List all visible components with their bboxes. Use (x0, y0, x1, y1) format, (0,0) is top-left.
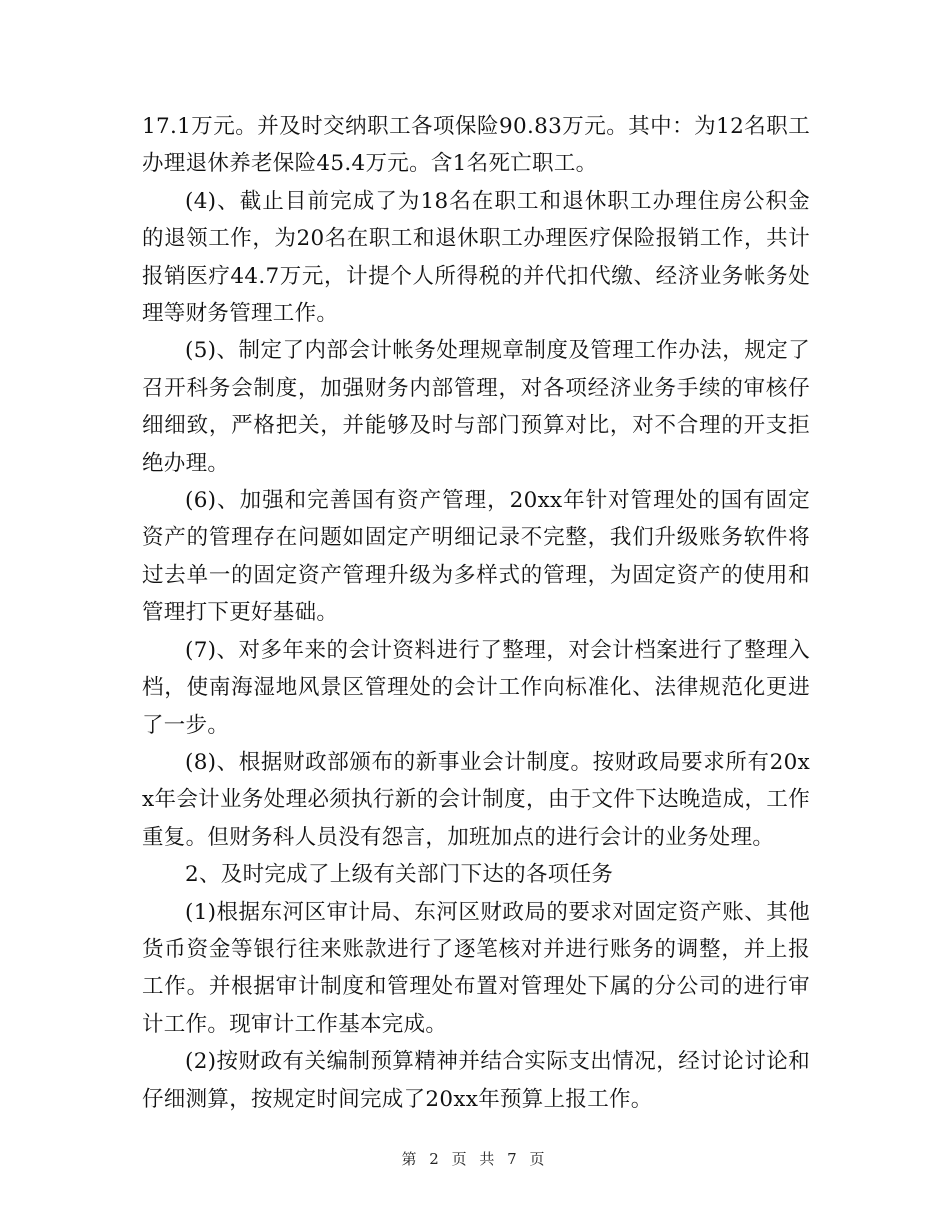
paragraph-insurance-summary: 17.1万元。并及时交纳职工各项保险90.83万元。其中：为12名职工办理退休养老保险45.4万元。含1名死亡职工。 (142, 114, 810, 177)
paragraph-item-4: (4)、截止目前完成了为18名在职工和退休职工办理住房公积金的退领工作，为20名在职工和退休职工办理医疗保险报销工作，共计报销医疗44.7万元，计提个人所得税的并代扣代缴、经济业务帐务处理等财务管理工作。 (142, 188, 810, 327)
paragraph-item-6: (6)、加强和完善国有资产管理，20xx年针对管理处的国有固定资产的管理存在问题如固定产明细记录不完整，我们升级账务软件将过去单一的固定资产管理升级为多样式的管理，为固定资产的使用和管理打下更好基础。 (142, 488, 810, 626)
paragraph-item-7: (7)、对多年来的会计资料进行了整理，对会计档案进行了整理入档，使南海湿地风景区管理处的会计工作向标准化、法律规范化更进了一步。 (142, 637, 810, 738)
document-body (142, 108, 810, 1118)
section-heading-tasks: 2、及时完成了上级有关部门下达的各项任务 (185, 862, 614, 888)
paragraph-item-8: (8)、根据财政部颁布的新事业会计制度。按财政局要求所有20xx年会计业务处理必须执行新的会计制度，由于文件下达晚造成，工作重复。但财务科人员没有怨言，加班加点的进行会计的业务处理。 (142, 749, 810, 850)
paragraph-task-1: (1)根据东河区审计局、东河区财政局的要求对固定资产账、其他货币资金等银行往来账款进行了逐笔核对并进行账务的调整，并上报工作。并根据审计制度和管理处布置对管理处下属的分公司的进行审计工作。现审计工作基本完成。 (142, 899, 810, 1037)
page-number-footer: 第 2 页 共 7 页 (401, 1150, 549, 1168)
paragraph-task-2: (2)按财政有关编制预算精神并结合实际支出情况，经讨论讨论和仔细测算，按规定时间完成了20xx年预算上报工作。 (142, 1049, 810, 1112)
paragraph-item-5: (5)、制定了内部会计帐务处理规章制度及管理工作办法，规定了召开科务会制度，加强财务内部管理，对各项经济业务手续的审核仔细细致，严格把关，并能够及时与部门预算对比，对不合理的开支拒绝办理。 (142, 338, 810, 476)
